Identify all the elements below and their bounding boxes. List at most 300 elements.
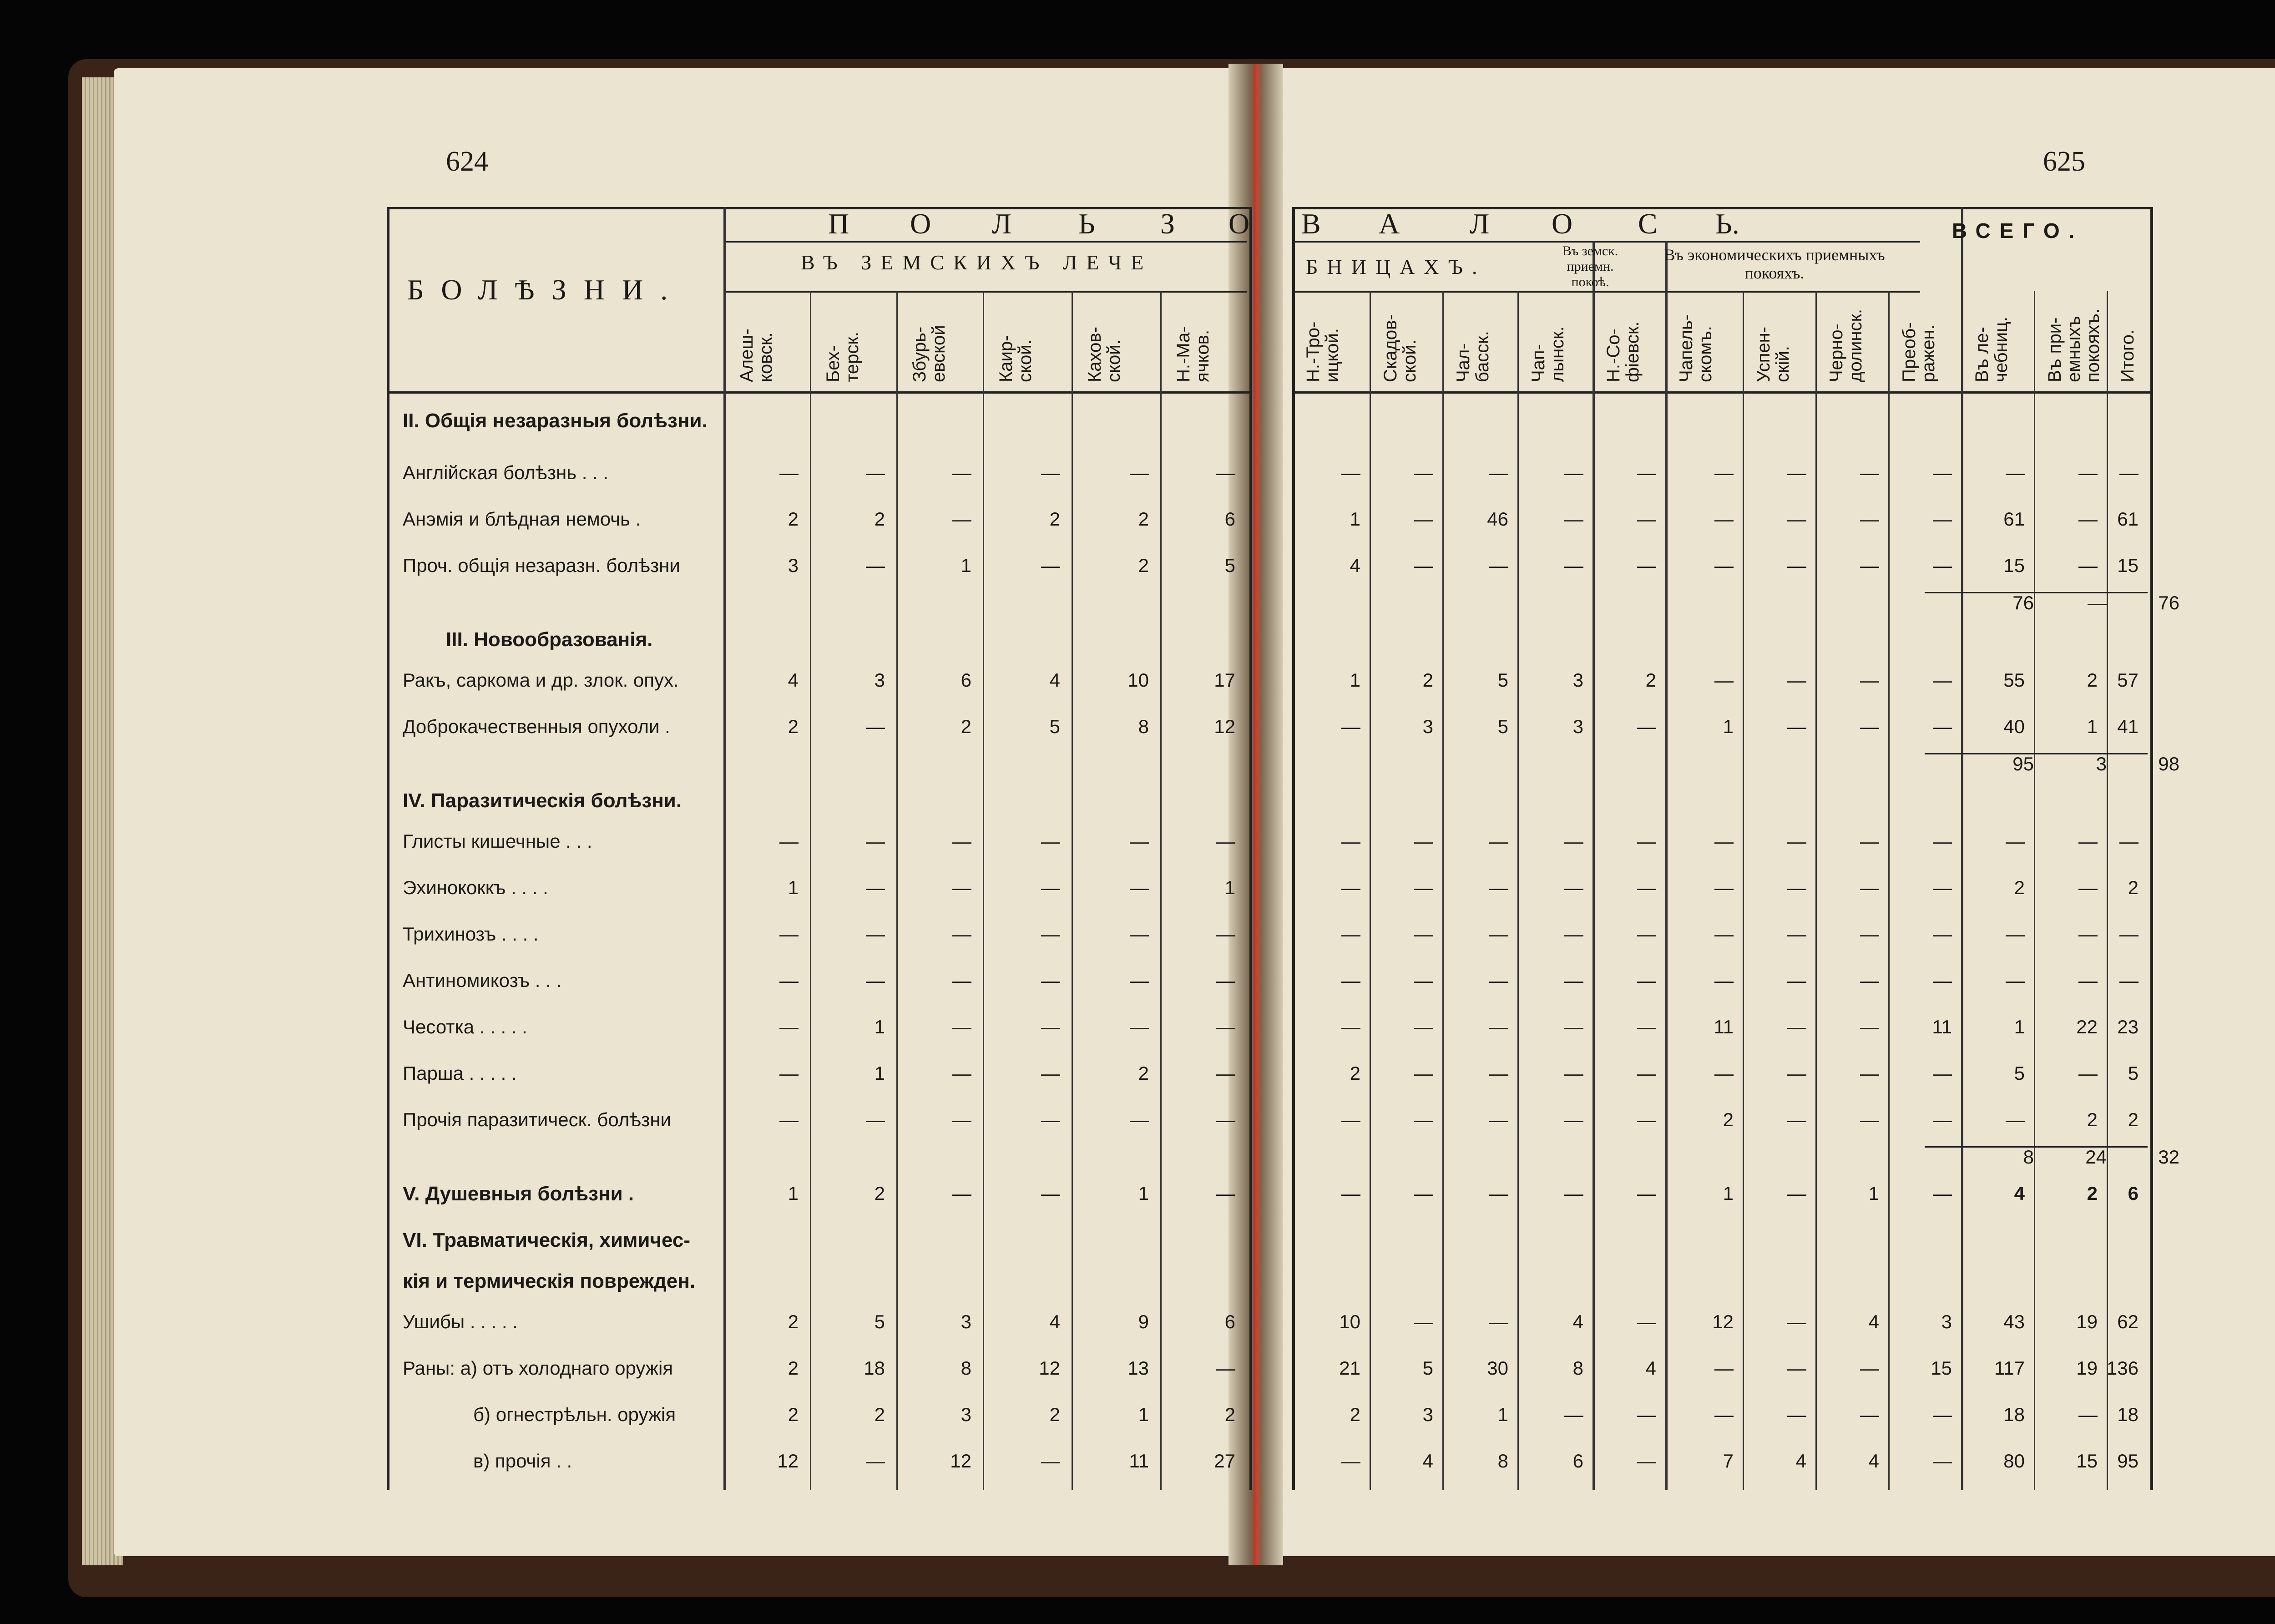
- table-cell: —: [1933, 508, 1952, 530]
- table-cell: —: [2078, 1404, 2098, 1425]
- table-cell: 12: [950, 1450, 971, 1472]
- table-cell: 12: [1712, 1311, 1734, 1332]
- table-cell: —: [1489, 970, 1508, 991]
- table-cell: —: [866, 923, 885, 945]
- row-label: Проч. общія незаразн. болѣзни: [403, 555, 680, 576]
- table-cell: 1: [788, 877, 799, 898]
- table-cell: 8: [1138, 716, 1149, 737]
- table-cell: 1: [1868, 1183, 1879, 1204]
- table-cell: 1: [1350, 669, 1360, 691]
- table-cell: —: [866, 830, 885, 852]
- col-rule-left-3: [1072, 291, 1073, 1490]
- table-cell: —: [2078, 877, 2098, 898]
- col-header-left-1: Бех-терск.: [823, 332, 862, 382]
- table-cell: 1: [1224, 877, 1235, 898]
- table-cell: —: [866, 555, 885, 576]
- table-cell: 11: [1129, 1450, 1149, 1472]
- table-cell: 12: [1214, 716, 1235, 737]
- table-cell: —: [1414, 555, 1433, 576]
- header-letter-8: Л: [1470, 207, 1490, 240]
- table-cell: —: [866, 716, 885, 737]
- col-rule-right-3: [1592, 241, 1595, 1490]
- table-cell: 27: [1214, 1450, 1235, 1472]
- table-cell: 15: [2003, 555, 2025, 576]
- table-cell: —: [1787, 508, 1806, 530]
- table-cell: 6: [1224, 1311, 1235, 1332]
- table-cell: —: [1414, 830, 1433, 852]
- table-cell: —: [1637, 462, 1656, 483]
- total-cell: 76: [2012, 592, 2034, 613]
- table-cell: —: [1860, 923, 1879, 945]
- table-cell: —: [1860, 508, 1879, 530]
- table-cell: —: [952, 1109, 971, 1130]
- table-cell: 2: [874, 508, 885, 530]
- table-cell: 4: [788, 669, 799, 691]
- table-cell: —: [1860, 555, 1879, 576]
- header-letter-10: С: [1638, 207, 1658, 240]
- row-label: Антиномикозъ . . .: [403, 970, 562, 991]
- table-cell: 1: [1723, 1183, 1734, 1204]
- table-cell: —: [2006, 462, 2025, 483]
- table-cell: —: [1714, 555, 1734, 576]
- table-cell: —: [1933, 1109, 1952, 1130]
- table-cell: —: [1714, 830, 1734, 852]
- label-col-rule: [723, 207, 726, 1490]
- table-cell: —: [1341, 923, 1360, 945]
- table-cell: —: [1637, 716, 1656, 737]
- total-cell: 95: [2012, 753, 2034, 774]
- table-cell: 8: [961, 1357, 971, 1379]
- table-cell: —: [1860, 1404, 1879, 1425]
- table-cell: —: [952, 830, 971, 852]
- table-cell: —: [1714, 1404, 1734, 1425]
- table-cell: —: [1414, 877, 1433, 898]
- row-label-header: БОЛѢЗНИ.: [407, 273, 685, 306]
- table-cell: 6: [961, 669, 971, 691]
- table-cell: —: [2006, 830, 2025, 852]
- table-cell: —: [1933, 877, 1952, 898]
- table-cell: —: [1787, 1311, 1806, 1332]
- table-cell: 2: [788, 1311, 799, 1332]
- table-cell: —: [1637, 1016, 1656, 1037]
- table-cell: —: [1637, 830, 1656, 852]
- table-cell: —: [1637, 555, 1656, 576]
- table-cell: 1: [2014, 1016, 2025, 1037]
- page-number-right: 625: [2043, 146, 2085, 177]
- table-cell: —: [1489, 1016, 1508, 1037]
- table-cell: 15: [1931, 1357, 1952, 1379]
- table-cell: 1: [1350, 508, 1360, 530]
- table-cell: —: [1714, 970, 1734, 991]
- col-header-right-1: Скадов-ской.: [1380, 314, 1420, 382]
- table-cell: —: [1787, 923, 1806, 945]
- table-cell: —: [1130, 877, 1149, 898]
- table-cell: —: [1933, 970, 1952, 991]
- table-cell: 4: [1049, 669, 1060, 691]
- table-cell: —: [1489, 555, 1508, 576]
- header-rule-polz-right: [1292, 241, 1920, 243]
- table-cell: 9: [1138, 1311, 1149, 1332]
- table-cell: 11: [1714, 1016, 1734, 1037]
- table-cell: —: [1933, 555, 1952, 576]
- total-cell: —: [2088, 592, 2107, 613]
- table-cell: 5: [1049, 716, 1060, 737]
- table-cell: —: [1414, 1016, 1433, 1037]
- table-cell: —: [2119, 830, 2138, 852]
- header-bottom-rule-left: [387, 391, 1249, 394]
- table-cell: 3: [1422, 1404, 1433, 1425]
- header-zemskih-left: ВЪ ЗЕМСКИХЪ ЛЕЧЕ: [801, 251, 1153, 274]
- header-rule-zemsk-right: [1292, 291, 1920, 293]
- table-cell: —: [1414, 970, 1433, 991]
- table-cell: —: [1216, 1016, 1235, 1037]
- table-cell: 1: [1497, 1404, 1508, 1425]
- table-cell: —: [1489, 877, 1508, 898]
- header-vsego: ВСЕГО.: [1952, 219, 2084, 243]
- table-cell: —: [1564, 462, 1583, 483]
- table-cell: 18: [864, 1357, 885, 1379]
- table-cell: —: [2078, 970, 2098, 991]
- col-rule-left-0: [810, 291, 811, 1490]
- col-header-left-0: Алеш-ковск.: [737, 329, 776, 382]
- table-cell: 6: [1224, 508, 1235, 530]
- table-cell: —: [1041, 1109, 1060, 1130]
- table-cell: —: [779, 462, 799, 483]
- table-cell: 6: [1572, 1450, 1583, 1472]
- table-cell: 2: [1049, 508, 1060, 530]
- table-cell: —: [2078, 923, 2098, 945]
- table-cell: 8: [1497, 1450, 1508, 1472]
- table-cell: —: [1933, 669, 1952, 691]
- table-cell: —: [1860, 970, 1879, 991]
- table-cell: 2: [1723, 1109, 1734, 1130]
- table-cell: 2: [2128, 1109, 2138, 1130]
- total-cell: 32: [2158, 1146, 2179, 1168]
- table-cell: 57: [2117, 669, 2138, 691]
- table-cell: 4: [1645, 1357, 1656, 1379]
- table-cell: 2: [1422, 669, 1433, 691]
- table-cell: —: [779, 970, 799, 991]
- table-cell: —: [866, 970, 885, 991]
- table-cell: —: [1041, 923, 1060, 945]
- table-cell: —: [1216, 1062, 1235, 1084]
- table-cell: 3: [1572, 716, 1583, 737]
- header-letter-11: Ь.: [1715, 207, 1739, 240]
- table-cell: 4: [1350, 555, 1360, 576]
- table-cell: 2: [1138, 508, 1149, 530]
- table-cell: —: [1216, 970, 1235, 991]
- table-cell: —: [1787, 1357, 1806, 1379]
- table-cell: 2: [1350, 1404, 1360, 1425]
- table-cell: 80: [2003, 1450, 2025, 1472]
- header-rule-zemsk-left: [723, 291, 1247, 293]
- table-top-rule-left: [387, 207, 1249, 209]
- table-cell: 13: [1127, 1357, 1149, 1379]
- table-cell: —: [1341, 830, 1360, 852]
- table-cell: 4: [1868, 1311, 1879, 1332]
- col-header-right-0: Н.-Тро-ицкой.: [1303, 321, 1342, 382]
- header-letter-3: Ь: [1078, 207, 1095, 240]
- row-label: V. Душевныя болѣзни .: [403, 1183, 634, 1205]
- table-cell: —: [1714, 669, 1734, 691]
- table-cell: —: [1041, 1016, 1060, 1037]
- col-header-left-2: Збурь-евской: [910, 325, 949, 382]
- table-cell: —: [1489, 1062, 1508, 1084]
- table-cell: —: [779, 1109, 799, 1130]
- table-cell: 95: [2117, 1450, 2138, 1472]
- table-cell: —: [952, 462, 971, 483]
- table-cell: —: [2119, 970, 2138, 991]
- table-cell: 3: [1941, 1311, 1952, 1332]
- header-letter-9: О: [1552, 207, 1573, 240]
- table-cell: 2: [1350, 1062, 1360, 1084]
- table-cell: —: [1216, 923, 1235, 945]
- table-cell: —: [1414, 1109, 1433, 1130]
- section-heading: VI. Травматическія, химичес-: [403, 1229, 691, 1251]
- table-cell: —: [1787, 1183, 1806, 1204]
- table-cell: —: [779, 830, 799, 852]
- table-cell: —: [1414, 1183, 1433, 1204]
- table-cell: —: [1341, 716, 1360, 737]
- row-label: Трихинозъ . . . .: [403, 923, 539, 945]
- table-cell: —: [1860, 1062, 1879, 1084]
- table-cell: —: [1130, 1016, 1149, 1037]
- table-cell: —: [1341, 1183, 1360, 1204]
- table-cell: —: [952, 1016, 971, 1037]
- table-cell: 2: [2087, 1109, 2098, 1130]
- table-cell: 62: [2117, 1311, 2138, 1332]
- table-cell: —: [1564, 970, 1583, 991]
- col-header-right-2: Чал-басск.: [1453, 331, 1492, 382]
- col-header-right-7: Черно-долинск.: [1826, 309, 1866, 382]
- table-cell: —: [1564, 877, 1583, 898]
- table-cell: 5: [1497, 716, 1508, 737]
- table-cell: —: [1041, 877, 1060, 898]
- table-cell: —: [1130, 830, 1149, 852]
- header-bottom-rule-right: [1292, 391, 2150, 394]
- table-cell: —: [1860, 877, 1879, 898]
- table-cell: —: [1637, 1062, 1656, 1084]
- table-cell: 3: [961, 1311, 971, 1332]
- header-letter-6: В: [1301, 207, 1321, 240]
- table-cell: 3: [1422, 716, 1433, 737]
- header-zemskih-right: БНИЦАХЪ.: [1306, 255, 1486, 278]
- table-cell: 19: [2076, 1357, 2098, 1379]
- table-cell: 5: [1224, 555, 1235, 576]
- col-header-left-4: Кахов-ской.: [1085, 327, 1124, 382]
- table-cell: 5: [874, 1311, 885, 1332]
- table-cell: 30: [1487, 1357, 1508, 1379]
- table-cell: —: [1933, 1062, 1952, 1084]
- table-cell: —: [1637, 1450, 1656, 1472]
- total-cell: 76: [2158, 592, 2179, 613]
- table-cell: 10: [1339, 1311, 1360, 1332]
- table-cell: 4: [1795, 1450, 1806, 1472]
- table-cell: 2: [1049, 1404, 1060, 1425]
- table-cell: —: [779, 923, 799, 945]
- table-cell: —: [1637, 1183, 1656, 1204]
- table-cell: 1: [961, 555, 971, 576]
- table-cell: 12: [777, 1450, 799, 1472]
- table-cell: —: [866, 877, 885, 898]
- table-cell: —: [2119, 923, 2138, 945]
- table-cell: 61: [2117, 508, 2138, 530]
- table-cell: 5: [2014, 1062, 2025, 1084]
- table-cell: —: [1041, 462, 1060, 483]
- table-cell: —: [2078, 555, 2098, 576]
- table-cell: —: [952, 923, 971, 945]
- table-cell: —: [1341, 877, 1360, 898]
- table-cell: —: [1341, 1016, 1360, 1037]
- table-cell: —: [1041, 1062, 1060, 1084]
- table-cell: —: [1714, 1062, 1734, 1084]
- table-cell: —: [1714, 462, 1734, 483]
- table-cell: —: [1860, 716, 1879, 737]
- table-cell: —: [1637, 877, 1656, 898]
- row-label: Раны: а) отъ холоднаго оружія: [403, 1357, 673, 1379]
- table-cell: 4: [1422, 1450, 1433, 1472]
- table-cell: —: [2119, 462, 2138, 483]
- table-cell: 3: [961, 1404, 971, 1425]
- table-cell: —: [1860, 830, 1879, 852]
- table-cell: 4: [2014, 1183, 2025, 1204]
- col-header-left-5: Н.-Ма-ячков.: [1173, 326, 1213, 382]
- table-cell: —: [1787, 1404, 1806, 1425]
- table-cell: —: [1714, 877, 1734, 898]
- header-econom: Въ экономическихъ приемныхъ покояхъ.: [1664, 246, 1885, 282]
- total-cell: 3: [2096, 753, 2107, 774]
- table-cell: —: [2078, 1062, 2098, 1084]
- table-cell: —: [1637, 508, 1656, 530]
- table-cell: 2: [788, 716, 799, 737]
- section-heading: кія и термическія поврежден.: [403, 1270, 696, 1292]
- table-cell: 136: [2106, 1357, 2138, 1379]
- table-cell: —: [952, 1183, 971, 1204]
- table-cell: —: [1564, 1016, 1583, 1037]
- table-cell: —: [1787, 877, 1806, 898]
- row-label: Англійская болѣзнь . . .: [403, 462, 609, 483]
- header-letter-2: Л: [992, 207, 1012, 240]
- table-cell: 46: [1487, 508, 1508, 530]
- header-letter-7: А: [1379, 207, 1400, 240]
- table-cell: —: [1130, 923, 1149, 945]
- table-cell: 1: [1138, 1404, 1149, 1425]
- table-cell: —: [1130, 1109, 1149, 1130]
- table-cell: 117: [1994, 1357, 2025, 1379]
- table-cell: 1: [874, 1062, 885, 1084]
- table-cell: —: [1933, 462, 1952, 483]
- header-zemsk-priem: Въ земск. приемн. покоѣ.: [1562, 243, 1618, 289]
- row-label: Глисты кишечные . . .: [403, 830, 592, 852]
- table-cell: —: [1564, 555, 1583, 576]
- table-cell: 2: [2014, 877, 2025, 898]
- table-cell: —: [1787, 1109, 1806, 1130]
- table-cell: —: [1216, 1183, 1235, 1204]
- table-cell: —: [1933, 716, 1952, 737]
- col-header-right-10: Въ при-емныхъ покояхъ.: [2045, 309, 2103, 382]
- total-cell: 24: [2085, 1146, 2107, 1168]
- row-label: Парша . . . . .: [403, 1062, 517, 1084]
- table-cell: 15: [2076, 1450, 2098, 1472]
- col-header-right-5: Чапель-скомъ.: [1676, 314, 1715, 382]
- header-letter-0: П: [828, 207, 849, 240]
- row-label: Ракъ, саркома и др. злок. опух.: [403, 669, 679, 691]
- table-cell: —: [1860, 462, 1879, 483]
- table-cell: —: [1787, 669, 1806, 691]
- header-rule-polz-left: [723, 241, 1247, 243]
- table-cell: 1: [2087, 716, 2098, 737]
- table-cell: —: [1489, 1109, 1508, 1130]
- table-cell: —: [1414, 462, 1433, 483]
- table-cell: 5: [1422, 1357, 1433, 1379]
- section-heading: III. Новообразованія.: [446, 628, 653, 651]
- header-letter-4: З: [1160, 207, 1175, 240]
- table-cell: —: [1216, 830, 1235, 852]
- total-cell: 8: [2023, 1146, 2034, 1168]
- table-cell: —: [1341, 1450, 1360, 1472]
- table-cell: —: [1933, 830, 1952, 852]
- table-cell: 18: [2117, 1404, 2138, 1425]
- table-cell: —: [1637, 923, 1656, 945]
- table-cell: 2: [1138, 1062, 1149, 1084]
- table-cell: —: [1489, 830, 1508, 852]
- table-cell: —: [1041, 970, 1060, 991]
- col-rule-right-4: [1665, 241, 1668, 1490]
- table-cell: 3: [1572, 669, 1583, 691]
- table-cell: —: [1933, 923, 1952, 945]
- table-cell: 4: [1049, 1311, 1060, 1332]
- table-cell: 41: [2117, 716, 2138, 737]
- table-cell: 1: [788, 1183, 799, 1204]
- table-cell: —: [1637, 1109, 1656, 1130]
- table-cell: 3: [788, 555, 799, 576]
- table-cell: —: [1714, 1357, 1734, 1379]
- table-cell: —: [1564, 1183, 1583, 1204]
- table-cell: 6: [2128, 1183, 2138, 1204]
- table-cell: —: [1130, 970, 1149, 991]
- table-cell: —: [1130, 462, 1149, 483]
- table-cell: —: [1489, 462, 1508, 483]
- table-cell: —: [952, 970, 971, 991]
- table-cell: 5: [2128, 1062, 2138, 1084]
- table-cell: 8: [1572, 1357, 1583, 1379]
- table-cell: —: [1489, 1183, 1508, 1204]
- table-cell: 12: [1039, 1357, 1060, 1379]
- table-cell: —: [1787, 555, 1806, 576]
- table-cell: —: [2006, 1109, 2025, 1130]
- table-cell: 7: [1723, 1450, 1734, 1472]
- table-cell: —: [1216, 1109, 1235, 1130]
- table-cell: 2: [1138, 555, 1149, 576]
- table-cell: —: [1564, 923, 1583, 945]
- header-letter-1: О: [910, 207, 931, 240]
- table-cell: —: [2006, 970, 2025, 991]
- table-cell: —: [1933, 1404, 1952, 1425]
- row-label: Прочія паразитическ. болѣзни: [403, 1109, 671, 1130]
- table-cell: 2: [788, 508, 799, 530]
- table-cell: —: [1041, 1183, 1060, 1204]
- table-cell: 5: [1497, 669, 1508, 691]
- table-cell: —: [779, 1016, 799, 1037]
- table-cell: 22: [2076, 1016, 2098, 1037]
- table-cell: —: [1041, 1450, 1060, 1472]
- table-cell: 61: [2003, 508, 2025, 530]
- table-cell: —: [1787, 462, 1806, 483]
- table-cell: —: [1787, 830, 1806, 852]
- table-cell: 2: [874, 1183, 885, 1204]
- table-cell: —: [866, 1450, 885, 1472]
- table-cell: —: [1714, 923, 1734, 945]
